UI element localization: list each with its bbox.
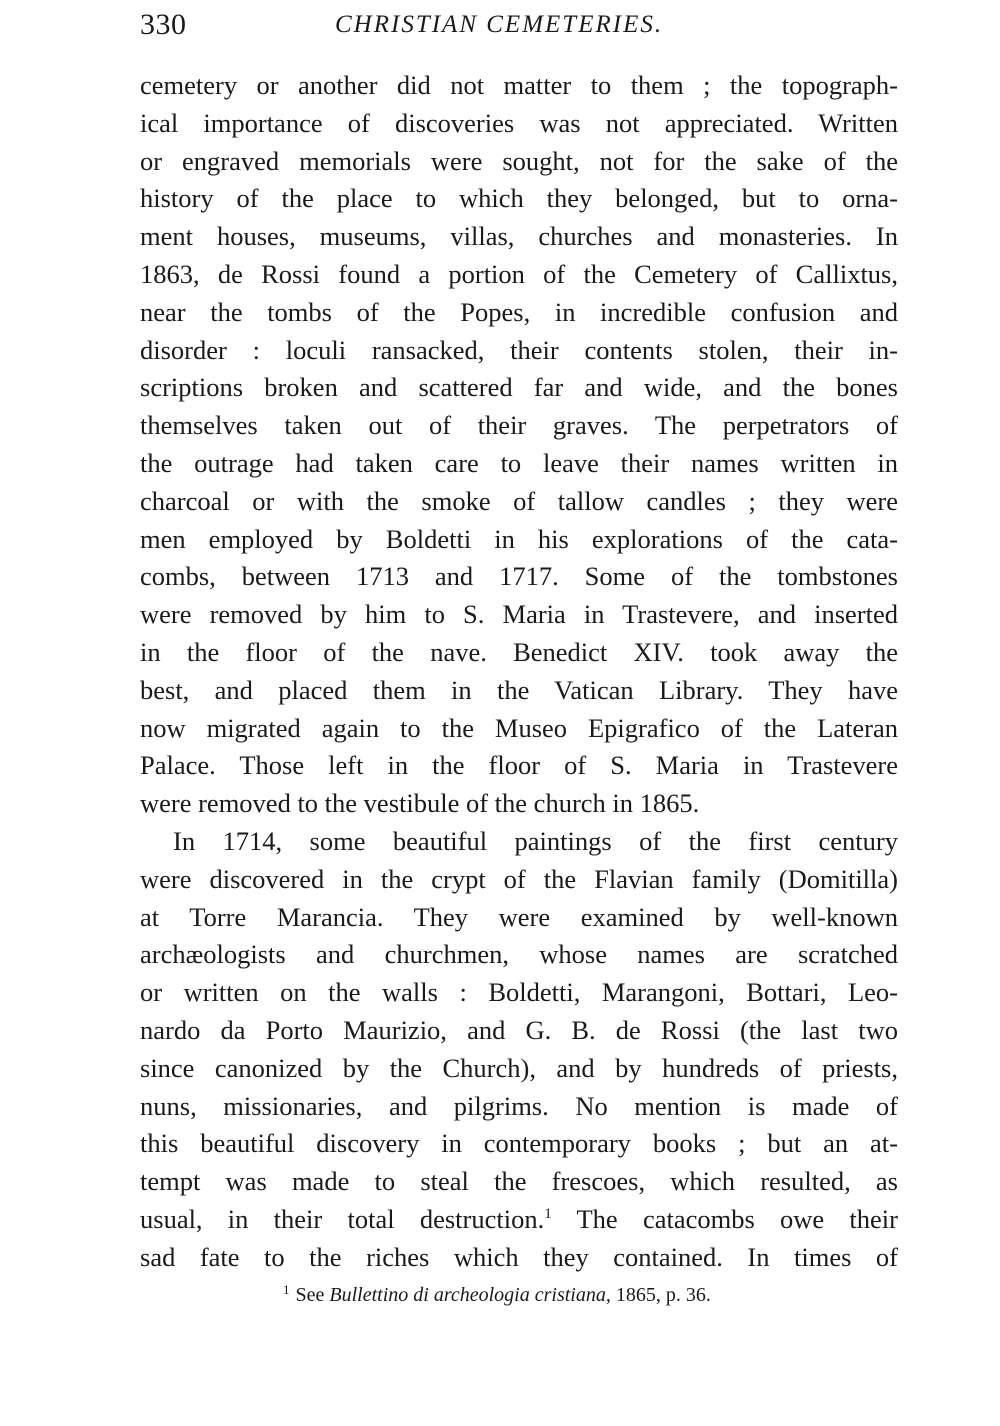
text-line-with-footnote: [140, 1201, 898, 1239]
footnote-number: 1: [283, 1282, 290, 1297]
text-line: combs, between 1713 and 1717. Some of the tombstones: [140, 561, 898, 592]
text-line: the outrage had taken care to leave their names written in: [140, 447, 898, 478]
text-line: history of the place to which they belonged, but to orna-: [140, 183, 898, 214]
text-line: charcoal or with the smoke of tallow candles ; they were: [140, 485, 898, 516]
page-number: 330: [140, 8, 187, 41]
text-line: at Torre Marancia. They were examined by well-known: [140, 901, 898, 932]
footnote-suffix: 1865, p. 36.: [610, 1284, 711, 1306]
text-line: sad fate to the riches which they contained. In times of: [140, 1241, 898, 1272]
footnote-marker: 1: [544, 1205, 552, 1222]
text-line: scriptions broken and scattered far and wide, and the bones: [140, 372, 898, 403]
text-line: or engraved memorials were sought, not for the sake of the: [140, 145, 898, 176]
line-text-before-marker: usual, in their total destruction.: [140, 1203, 545, 1234]
text-line: this beautiful discovery in contemporary books ; but an at-: [140, 1128, 898, 1159]
text-line: In 1714, some beautiful paintings of the first century: [173, 825, 898, 856]
text-line: since canonized by the Church), and by hundreds of priests,: [140, 1052, 898, 1083]
text-line: cemetery or another did not matter to them ; the topograph-: [140, 70, 898, 100]
text-line: themselves taken out of their graves. The perpetrators of: [140, 410, 898, 441]
text-line: in the floor of the nave. Benedict XIV. took away the: [140, 636, 898, 667]
text-line: archæologists and churchmen, whose names are scratched: [140, 939, 898, 970]
footnote-citation-title: Bullettino di archeologia cristiana,: [329, 1284, 611, 1306]
text-line: best, and placed them in the Vatican Library. They have: [140, 674, 898, 705]
text-line: near the tombs of the Popes, in incredible confusion and: [140, 296, 898, 327]
text-line: nuns, missionaries, and pilgrims. No mention is made of: [140, 1090, 898, 1121]
line-text-after-marker: The catacombs owe their: [551, 1203, 898, 1234]
text-line: disorder : loculi ransacked, their contents stolen, their in-: [140, 334, 898, 365]
text-line: tempt was made to steal the frescoes, which resulted, as: [140, 1166, 898, 1197]
text-line: Palace. Those left in the floor of S. Maria in Trastevere: [140, 750, 898, 781]
text-line: now migrated again to the Museo Epigrafico of the Lateran: [140, 712, 898, 743]
body-text: [140, 67, 898, 1277]
text-line: or written on the walls : Boldetti, Marangoni, Bottari, Leo-: [140, 977, 898, 1008]
footnote: [283, 1284, 711, 1307]
text-line: were removed by him to S. Maria in Trastevere, and inserted: [140, 599, 898, 630]
text-line: men employed by Boldetti in his explorations of the cata-: [140, 523, 898, 554]
text-line: nardo da Porto Maurizio, and G. B. de Rossi (the last two: [140, 1014, 898, 1045]
running-head: [140, 8, 900, 48]
text-line: were discovered in the crypt of the Flavian family (Domitilla): [140, 863, 898, 894]
text-line: ment houses, museums, villas, churches and monasteries. In: [140, 221, 898, 252]
text-line: were removed to the vestibule of the church in 1865.: [140, 788, 700, 819]
running-title: CHRISTIAN CEMETERIES.: [335, 11, 664, 38]
text-line: ical importance of discoveries was not appreciated. Written: [140, 107, 898, 138]
footnote-prefix: See: [295, 1284, 330, 1306]
text-line: 1863, de Rossi found a portion of the Cemetery of Callixtus,: [140, 258, 898, 289]
